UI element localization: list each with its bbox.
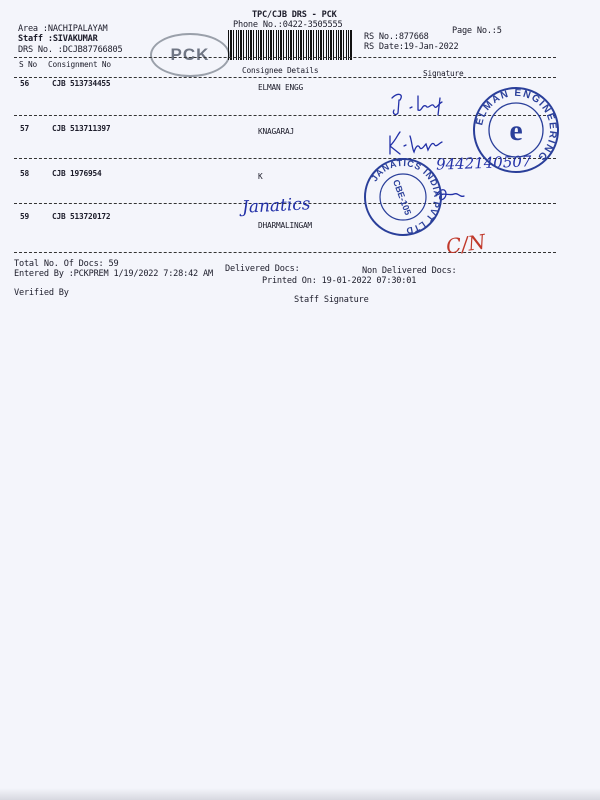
barcode bbox=[228, 30, 352, 60]
handwritten-janatics: Janatics bbox=[241, 194, 312, 218]
row-sno: 58 bbox=[20, 169, 29, 178]
pck-logo bbox=[150, 33, 230, 77]
row-sno: 59 bbox=[20, 212, 29, 221]
rs-date: RS Date:19-Jan-2022 bbox=[364, 42, 459, 52]
staff-label: Staff :SIVAKUMAR bbox=[18, 34, 98, 44]
janatics-stamp-text: JANATICS INDIA PVT LTD bbox=[369, 157, 443, 237]
row-consignee: DHARMALINGAM bbox=[258, 221, 312, 230]
row-consignment: CJB 513711397 bbox=[52, 124, 111, 133]
scan-edge bbox=[0, 788, 600, 800]
pck-logo-text: PCK bbox=[170, 45, 210, 64]
janatics-stamp bbox=[362, 156, 444, 238]
row-consignment: CJB 513720172 bbox=[52, 212, 111, 221]
row-consignment: CJB 1976954 bbox=[52, 169, 102, 178]
row-sno: 57 bbox=[20, 124, 29, 133]
divider-top bbox=[14, 57, 556, 58]
janatics-stamp-center: CBE-105 bbox=[391, 178, 414, 217]
area-label: Area :NACHIPALAYAM bbox=[18, 24, 108, 34]
column-header-signature: Signature bbox=[423, 69, 464, 78]
page-number: Page No.:5 bbox=[452, 26, 502, 36]
elman-stamp-text: ELMAN ENGINEERING bbox=[474, 87, 559, 164]
column-header-consignee: Consignee Details bbox=[242, 66, 319, 75]
drs-number: DRS No. :DCJB87766805 bbox=[18, 45, 123, 55]
divider-header bbox=[14, 77, 556, 78]
row-consignee: KNAGARAJ bbox=[258, 127, 294, 136]
phone-number: Phone No.:0422-3505555 bbox=[233, 20, 343, 30]
row-consignment: CJB 513734455 bbox=[52, 79, 111, 88]
delivered-docs: Delivered Docs: bbox=[225, 264, 300, 274]
report-title: TPC/CJB DRS - PCK bbox=[252, 10, 337, 20]
column-header-sno: S No bbox=[19, 60, 37, 69]
entered-by: Entered By :PCKPREM 1/19/2022 7:28:42 AM bbox=[14, 269, 213, 279]
elman-stamp-center: e bbox=[509, 114, 523, 147]
non-delivered-docs: Non Delivered Docs: bbox=[362, 266, 457, 276]
row-sno: 56 bbox=[20, 79, 29, 88]
row-consignee: ELMAN ENGG bbox=[258, 83, 303, 92]
signature-row56 bbox=[388, 88, 448, 118]
printed-on: Printed On: 19-01-2022 07:30:01 bbox=[262, 276, 417, 286]
handwritten-phone: 9442140507 bbox=[435, 152, 532, 174]
staff-signature: Staff Signature bbox=[294, 295, 369, 305]
total-docs: Total No. Of Docs: 59 bbox=[14, 259, 119, 269]
elman-engineering-stamp bbox=[470, 84, 562, 176]
rs-number: RS No.:877668 bbox=[364, 32, 429, 42]
verified-by: Verified By bbox=[14, 288, 69, 298]
row-consignee: K bbox=[258, 172, 263, 181]
handwritten-cn-note: C/N bbox=[444, 229, 488, 259]
column-header-consignment: Consignment No bbox=[48, 60, 111, 69]
